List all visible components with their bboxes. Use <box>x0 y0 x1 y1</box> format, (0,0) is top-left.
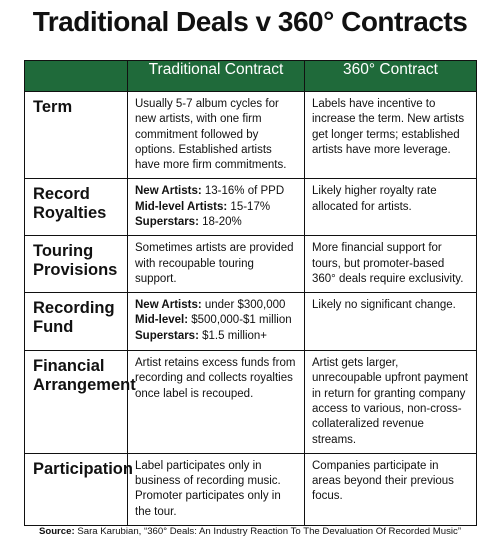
table-row <box>25 179 477 236</box>
cell-fund-traditional <box>128 293 305 351</box>
header-blank <box>25 61 128 92</box>
cell-fund-360: Likely no significant change. <box>305 293 477 351</box>
source-prefix: Source: <box>38 526 75 537</box>
cell-participation-360: Companies participate in areas beyond their previous focus. <box>305 453 477 525</box>
fund-line: New Artists: under $300,000 <box>135 299 286 312</box>
header-row <box>25 61 477 92</box>
row-label-recording-fund: Recording Fund <box>25 293 128 351</box>
royalty-line: Mid-level Artists: 15-17% <box>135 200 271 213</box>
royalty-line: New Artists: 13-16% of PPD <box>135 185 285 198</box>
cell-royalties-360: Likely higher royalty rate allocated for artists. <box>305 179 477 236</box>
cell-participation-traditional: Label participates only in business of recording music. Promoter participates only in the tour. <box>128 453 305 525</box>
source-citation <box>0 526 500 537</box>
cell-touring-360: More financial support for tours, but promoter-based 360° deals require exclusivity. <box>305 236 477 293</box>
cell-financial-360: Artist gets larger, unrecoupable upfront payment in return for granting company access to various, non-cross-collateralized revenue streams. <box>305 351 477 454</box>
row-label-royalties: Record Royalties <box>25 179 128 236</box>
cell-touring-traditional: Sometimes artists are provided with recoupable touring support. <box>128 236 305 293</box>
row-label-term: Term <box>25 92 128 179</box>
table-row <box>25 236 477 293</box>
row-label-touring: Touring Provisions <box>25 236 128 293</box>
row-label-participation: Participation <box>25 453 128 525</box>
header-traditional: Traditional Contract <box>128 61 305 92</box>
comparison-table <box>24 60 477 526</box>
fund-line: Mid-level: $500,000-$1 million <box>135 314 292 327</box>
row-label-financial: Financial Arrangement <box>25 351 128 454</box>
table-row <box>25 92 477 179</box>
cell-term-360: Labels have incentive to increase the term. New artists get longer terms; established artists have more leverage. <box>305 92 477 179</box>
royalty-line: Superstars: 18-20% <box>135 215 242 228</box>
cell-term-traditional: Usually 5-7 album cycles for new artists, with one firm commitment followed by options. Established artists have more firm commitments. <box>128 92 305 179</box>
table-row <box>25 351 477 454</box>
table-row <box>25 453 477 525</box>
page-title: Traditional Deals v 360° Contracts <box>32 6 468 37</box>
source-text: Sara Karubian, “360° Deals: An Industry Reaction To The Devaluation Of Recorded Music” <box>74 526 462 537</box>
header-360: 360° Contract <box>305 61 477 92</box>
cell-royalties-traditional <box>128 179 305 236</box>
table-row <box>25 293 477 351</box>
cell-financial-traditional: Artist retains excess funds from recording and collects royalties once label is recouped. <box>128 351 305 454</box>
fund-line: Superstars: $1.5 million+ <box>135 329 268 342</box>
